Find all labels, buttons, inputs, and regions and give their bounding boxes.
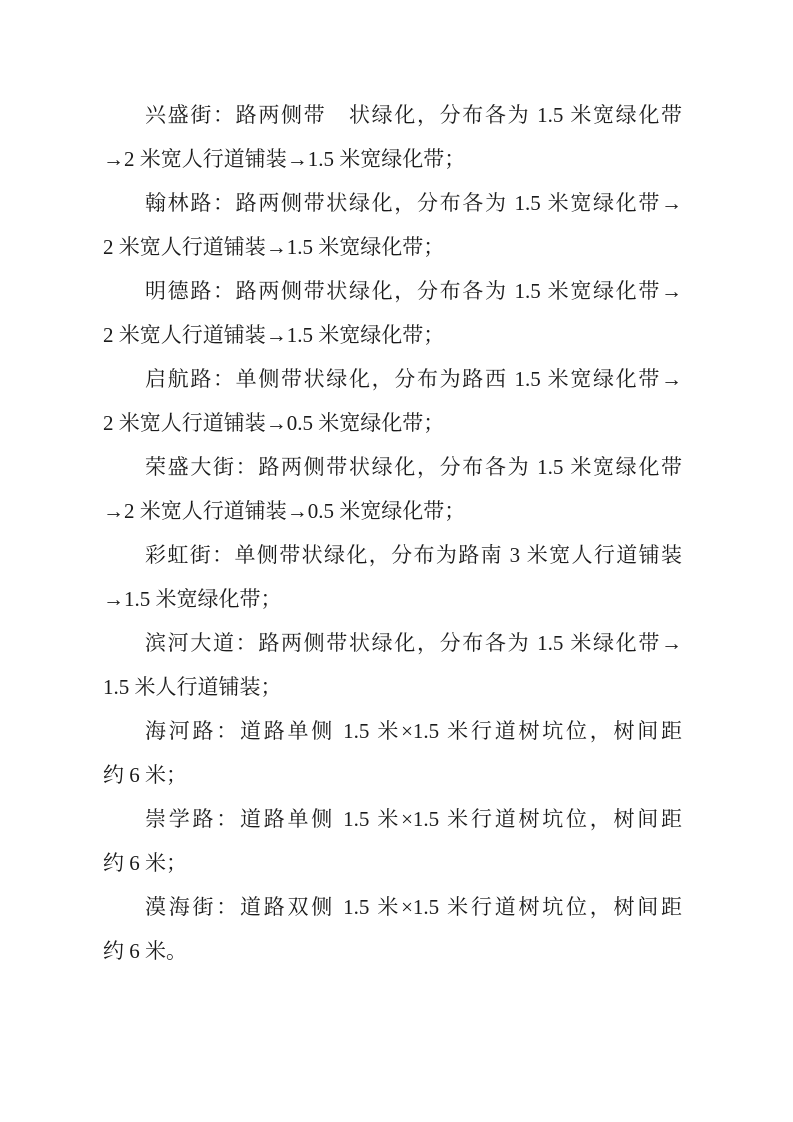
- text-line: 兴盛街：路两侧带 状绿化，分布各为 1.5 米宽绿化带: [145, 103, 682, 127]
- paragraph-xingsheng-street: [103, 93, 682, 181]
- paragraph-rongsheng-avenue: [103, 445, 682, 533]
- text-line: →1.5 米宽绿化带；: [103, 587, 282, 611]
- text-line: 明德路：路两侧带状绿化，分布各为 1.5 米宽绿化带→: [145, 279, 682, 303]
- paragraph-hanlin-road: [103, 181, 682, 269]
- text-line: 翰林路：路两侧带状绿化，分布各为 1.5 米宽绿化带→: [145, 191, 682, 215]
- paragraph-chongxue-road: [103, 797, 682, 885]
- text-line: 1.5 米人行道铺装；: [103, 675, 282, 699]
- text-line: →2 米宽人行道铺装→0.5 米宽绿化带；: [103, 499, 466, 523]
- text-line: 2 米宽人行道铺装→1.5 米宽绿化带；: [103, 323, 445, 347]
- paragraph-binhe-avenue: [103, 621, 682, 709]
- text-line: 彩虹街：单侧带状绿化，分布为路南 3 米宽人行道铺装: [145, 543, 682, 567]
- text-line: 海河路：道路单侧 1.5 米×1.5 米行道树坑位，树间距: [145, 719, 682, 743]
- paragraph-mohai-street: [103, 885, 682, 973]
- document-body: [103, 93, 682, 973]
- text-line: →2 米宽人行道铺装→1.5 米宽绿化带；: [103, 147, 466, 171]
- text-line: 2 米宽人行道铺装→0.5 米宽绿化带；: [103, 411, 445, 435]
- text-line: 漠海街：道路双侧 1.5 米×1.5 米行道树坑位，树间距: [145, 895, 682, 919]
- text-line: 启航路：单侧带状绿化，分布为路西 1.5 米宽绿化带→: [145, 367, 682, 391]
- text-line: 约 6 米。: [103, 939, 187, 963]
- text-line: 2 米宽人行道铺装→1.5 米宽绿化带；: [103, 235, 445, 259]
- text-line: 滨河大道：路两侧带状绿化，分布各为 1.5 米绿化带→: [145, 631, 682, 655]
- text-line: 崇学路：道路单侧 1.5 米×1.5 米行道树坑位，树间距: [145, 807, 682, 831]
- paragraph-qihang-road: [103, 357, 682, 445]
- paragraph-mingde-road: [103, 269, 682, 357]
- text-line: 荣盛大街：路两侧带状绿化，分布各为 1.5 米宽绿化带: [145, 455, 682, 479]
- text-line: 约 6 米；: [103, 763, 187, 787]
- paragraph-haihe-road: [103, 709, 682, 797]
- text-line: 约 6 米；: [103, 851, 187, 875]
- paragraph-caihong-street: [103, 533, 682, 621]
